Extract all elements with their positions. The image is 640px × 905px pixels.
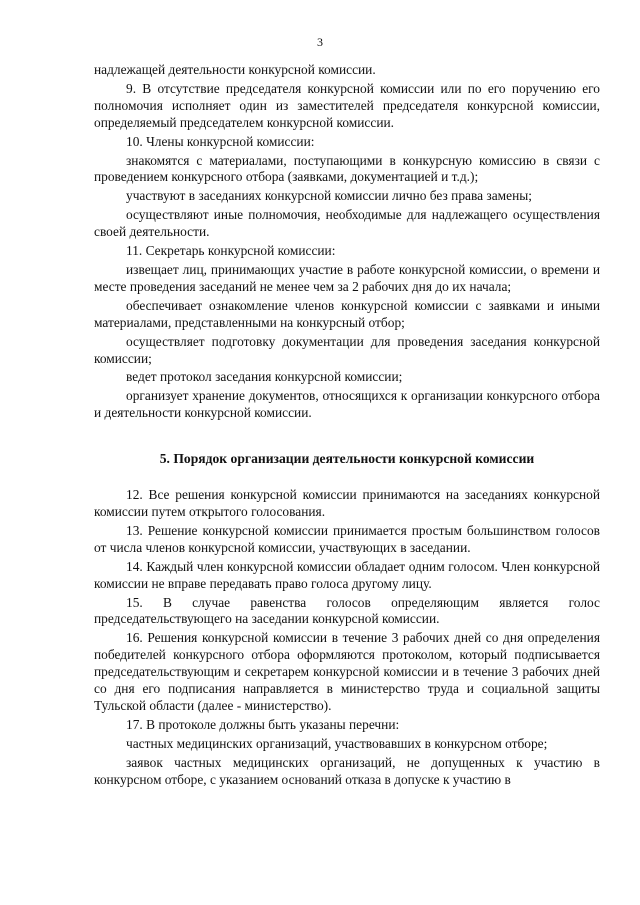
paragraph: 14. Каждый член конкурсной комиссии обладает одним голосом. Член конкурсной комиссии не вправе передавать право голоса другому лицу. — [94, 558, 600, 591]
paragraph: участвуют в заседаниях конкурсной комиссии лично без права замены; — [126, 188, 532, 204]
paragraph: 13. Решение конкурсной комиссии принимается простым большинством голосов от числа членов конкурсной комиссии, участвующих в заседании. — [94, 522, 600, 555]
paragraph: осуществляют иные полномочия, необходимые для надлежащего осуществления своей деятельности. — [94, 207, 600, 240]
paragraph: 17. В протоколе должны быть указаны перечни: — [126, 716, 400, 732]
paragraph: знакомятся с материалами, поступающими в конкурсную комиссию в связи с проведением конкурсного отбора (заявками, документацией и т.д.); — [94, 152, 600, 185]
section-heading: 5. Порядок организации деятельности конкурсной комиссии — [159, 451, 535, 467]
paragraph: 12. Все решения конкурсной комиссии принимаются на заседаниях конкурсной комиссии путем открытого голосования. — [94, 487, 600, 520]
paragraph: осуществляет подготовку документации для проведения заседания конкурсной комиссии; — [94, 333, 600, 366]
paragraph: 11. Секретарь конкурсной комиссии: — [126, 243, 336, 259]
page-number: 3 — [317, 35, 323, 49]
paragraph: надлежащей деятельности конкурсной комиссии. — [94, 62, 376, 77]
paragraph: заявок частных медицинских организаций, не допущенных к участию в конкурсном отборе, с указанием оснований отказа в допуске к участию в — [94, 754, 600, 787]
paragraph: извещает лиц, принимающих участие в работе конкурсной комиссии, о времени и месте проведения заседаний не менее чем за 2 рабочих дня до их начала; — [94, 261, 600, 294]
document-body — [94, 62, 600, 791]
paragraph: 16. Решения конкурсной комиссии в течение 3 рабочих дней со дня определения победителей конкурсного отбора оформляются протоколом, который подписывается председательствующим и секретарем конкурсной комиссии и в течение 3 рабочих дней со дня его подписания направляется в министерство труда и социальной защиты Тульской области (далее - министерство). — [94, 630, 600, 713]
paragraph: 9. В отсутствие председателя конкурсной комиссии или по его поручению его полномочия исполняет один из заместителей председателя конкурсной комиссии, определяемый председателем конкурсной комиссии. — [94, 80, 600, 130]
paragraph: частных медицинских организаций, участвовавших в конкурсном отборе; — [126, 735, 548, 751]
paragraph: организует хранение документов, относящихся к организации конкурсного отбора и деятельности конкурсной комиссии. — [94, 388, 600, 421]
paragraph: обеспечивает ознакомление членов конкурсной комиссии с заявками и иными материалами, представленными на конкурсный отбор; — [94, 297, 600, 330]
paragraph: 10. Члены конкурсной комиссии: — [126, 133, 315, 149]
paragraphs-bottom — [94, 487, 600, 788]
paragraphs-top — [94, 62, 600, 422]
paragraph: ведет протокол заседания конкурсной комиссии; — [126, 369, 403, 385]
paragraph: 15. В случае равенства голосов определяющим является голос председательствующего на заседании конкурсной комиссии. — [94, 594, 600, 627]
